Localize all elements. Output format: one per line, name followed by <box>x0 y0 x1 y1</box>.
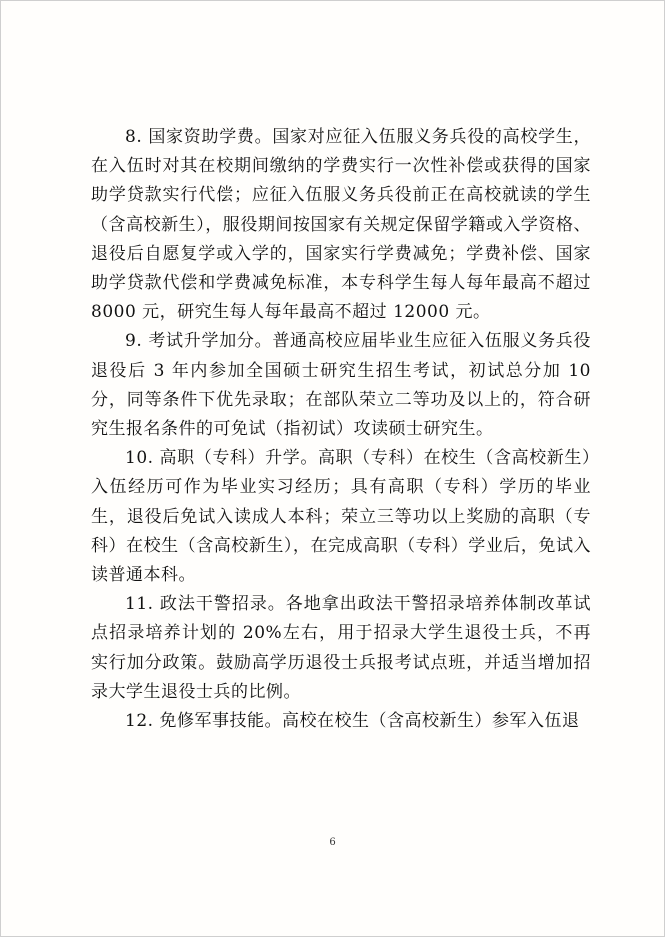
page-number: 6 <box>329 837 336 848</box>
paragraph-8-tuition-aid: 8. 国家资助学费。国家对应征入伍服义务兵役的高校学生，在入伍时对其在校期间缴纳的学费实行一次性补偿或获得的国家助学贷款实行代偿；应征入伍服义务兵役前正在高校就读的学生（含高校新生），服役期间按国家有关规定保留学籍或入学资格、退役后自愿复学或入学的，国家实行学费减免；学费补偿、国家助学贷款代偿和学费减免标准，本专科学生每人每年最高不超过 8000 元，研究生每人每年最高不超过 12000 元。 <box>91 127 591 323</box>
paragraph-12-military-skills: 12. 免修军事技能。高校在校生（含高校新生）参军入伍退 <box>125 711 580 732</box>
paragraph-9-exam-bonus: 9. 考试升学加分。普通高校应届毕业生应征入伍服义务兵役退役后 3 年内参加全国硕士研究生招生考试，初试总分加 10 分，同等条件下优先录取；在部队荣立二等功及以上的，符合研究生报名条件的可免试（指初试）攻读硕士研究生。 <box>91 331 591 440</box>
paragraph-11-police-recruitment: 11. 政法干警招录。各地拿出政法干警招录培养体制改革试点招录培养计划的 20%左右，用于招录大学生退役士兵，不再实行加分政策。鼓励高学历退役士兵报考试点班，并适当增加招录大学生退役士兵的比例。 <box>91 594 591 702</box>
document-body <box>91 123 591 736</box>
paragraph-10-vocational-upgrade: 10. 高职（专科）升学。高职（专科）在校生（含高校新生）入伍经历可作为毕业实习经历；具有高职（专科）学历的毕业生，退役后免试入读成人本科；荣立三等功以上奖励的高职（专科）在校生（含高校新生），在完成高职（专科）学业后，免试入读普通本科。 <box>91 448 591 586</box>
